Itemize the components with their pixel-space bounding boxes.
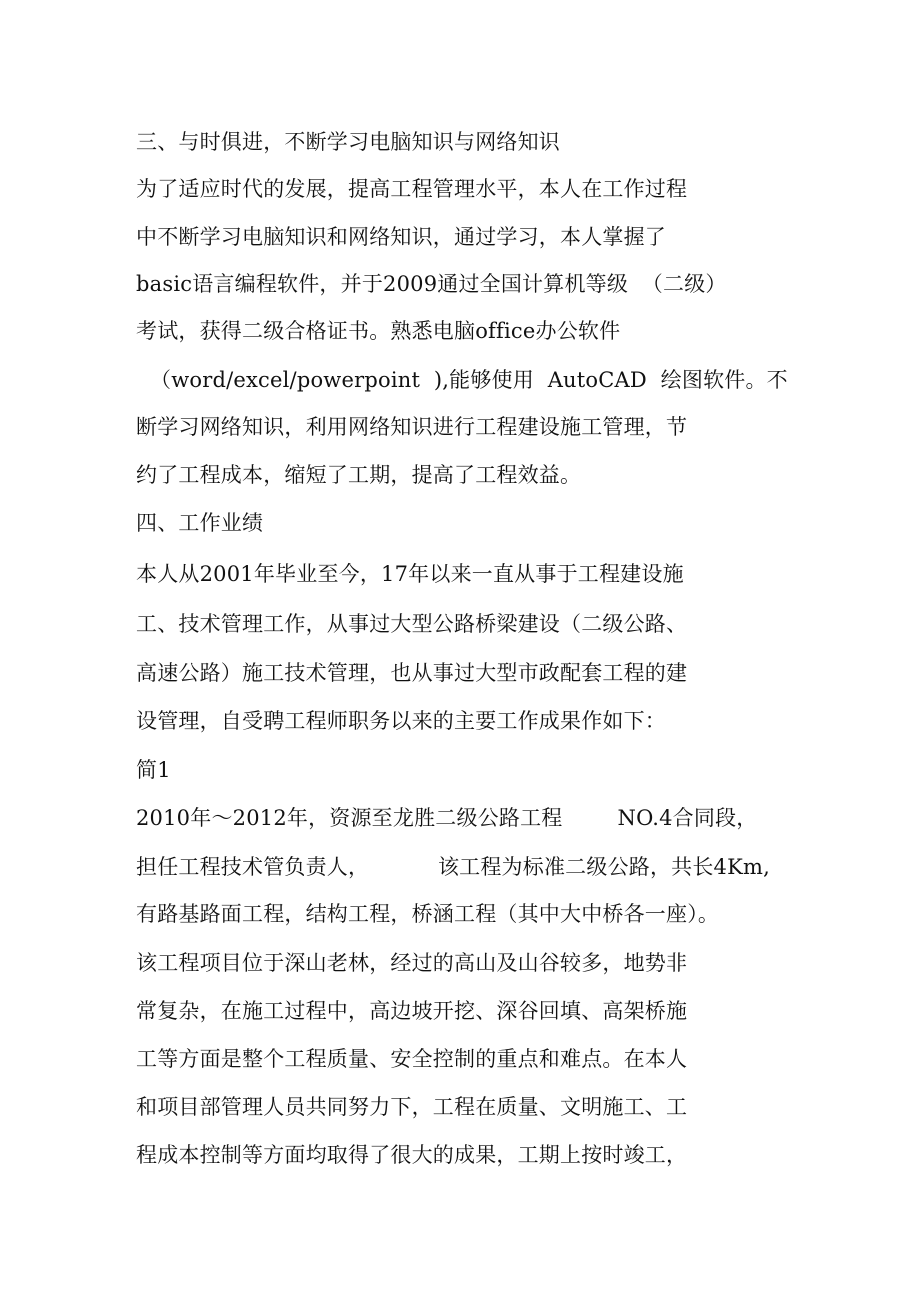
paragraph-line: 设管理，自受聘工程师职务以来的主要工作成果作如下：	[136, 709, 666, 733]
paragraph-line: 常复杂，在施工过程中，高边坡开挖、深谷回填、高架桥施	[136, 999, 688, 1023]
paragraph-line: 该工程项目位于深山老林，经过的高山及山谷较多，地势非	[136, 951, 688, 975]
paragraph-line: 程成本控制等方面均取得了很大的成果，工期上按时竣工，	[136, 1143, 688, 1167]
section-heading-3: 三、与时俱进，不断学习电脑知识与网络知识	[136, 130, 560, 154]
paragraph-line: 约了工程成本，缩短了工期，提高了工程效益。	[136, 463, 582, 487]
paragraph-line: 2010年～2012年，资源至龙胜二级公路工程 NO.4合同段，	[136, 806, 758, 830]
paragraph-line: 有路基路面工程，结构工程，桥涵工程（其中大中桥各一座）。	[136, 902, 720, 926]
paragraph-line: 本人从2001年毕业至今，17年以来一直从事于工程建设施	[136, 562, 684, 586]
paragraph-line: 高速公路）施工技术管理，也从事过大型市政配套工程的建	[136, 661, 688, 685]
paragraph-line: 断学习网络知识，利用网络知识进行工程建设施工管理，节	[136, 415, 688, 439]
section-heading-4: 四、工作业绩	[136, 511, 264, 535]
paragraph-line: 考试，获得二级合格证书。熟悉电脑office办公软件	[136, 319, 621, 343]
paragraph-line: 中不断学习电脑知识和网络知识，通过学习，本人掌握了	[136, 225, 666, 249]
paragraph-line: （word/excel/powerpoint ),能够使用 AutoCAD 绘图软件。不	[150, 368, 788, 392]
paragraph-line: 担任工程技术管负责人， 该工程为标准二级公路，共长4Km,	[136, 855, 770, 879]
paragraph-line: 和项目部管理人员共同努力下，工程在质量、文明施工、工	[136, 1095, 688, 1119]
paragraph-line: basic语言编程软件，并于2009通过全国计算机等级 （二级）	[136, 272, 727, 296]
subsection-label: 简1	[136, 758, 171, 782]
paragraph-line: 工等方面是整个工程质量、安全控制的重点和难点。在本人	[136, 1047, 688, 1071]
paragraph-line: 为了适应时代的发展，提高工程管理水平，本人在工作过程	[136, 177, 688, 201]
paragraph-line: 工、技术管理工作，从事过大型公路桥梁建设（二级公路、	[136, 612, 688, 636]
